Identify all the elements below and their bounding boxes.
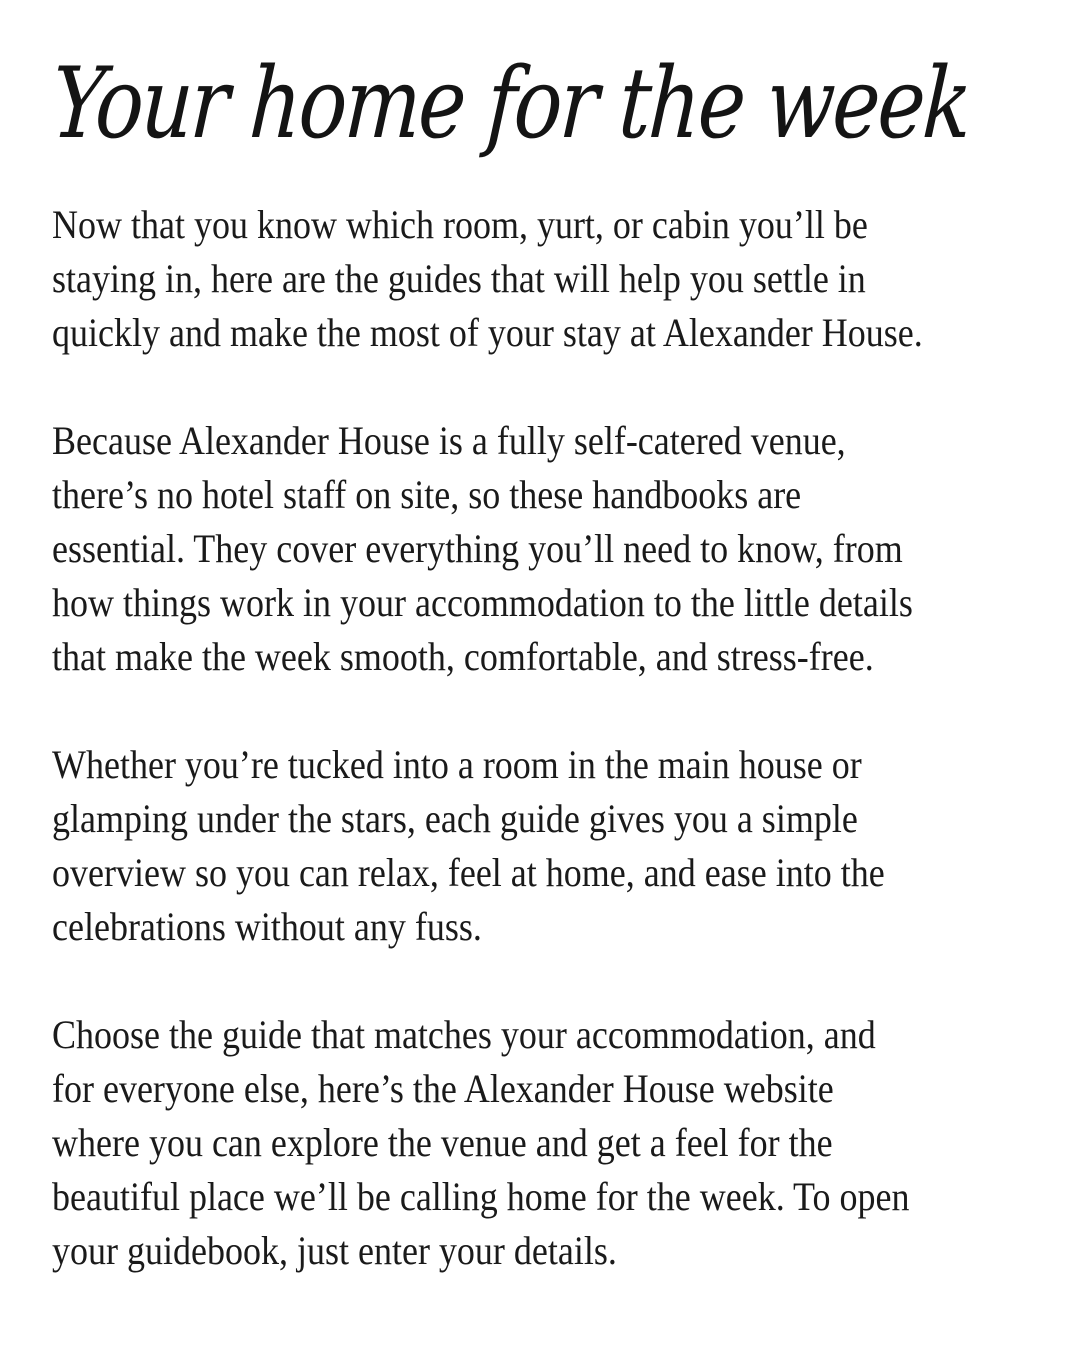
text-line: essential. They cover everything you’ll need to know, from	[52, 526, 903, 571]
text-line: quickly and make the most of your stay at Alexander House.	[52, 310, 923, 355]
page-title: Your home for the week	[48, 47, 973, 161]
text-line: how things work in your accommodation to the little details	[52, 580, 913, 625]
paragraph	[52, 198, 941, 360]
text-line: staying in, here are the guides that will help you settle in	[52, 256, 866, 301]
text-line: Whether you’re tucked into a room in the main house or	[52, 742, 862, 787]
text-line: overview so you can relax, feel at home, and ease into the	[52, 850, 885, 895]
text-line: Now that you know which room, yurt, or cabin you’ll be	[52, 202, 868, 247]
text-line: Because Alexander House is a fully self-catered venue,	[52, 418, 846, 463]
body-text	[52, 198, 1040, 1278]
text-line: for everyone else, here’s the Alexander House website	[52, 1066, 834, 1111]
text-line: that make the week smooth, comfortable, and stress-free.	[52, 634, 874, 679]
text-line: celebrations without any fuss.	[52, 904, 482, 949]
text-line: glamping under the stars, each guide gives you a simple	[52, 796, 858, 841]
paragraph	[52, 414, 941, 684]
paragraph	[52, 1008, 941, 1278]
paragraph	[52, 738, 941, 954]
text-line: your guidebook, just enter your details.	[52, 1228, 617, 1273]
text-line: where you can explore the venue and get a feel for the	[52, 1120, 833, 1165]
text-line: there’s no hotel staff on site, so these handbooks are	[52, 472, 802, 517]
text-line: Choose the guide that matches your accommodation, and	[52, 1012, 876, 1057]
text-line: beautiful place we’ll be calling home for the week. To open	[52, 1174, 910, 1219]
